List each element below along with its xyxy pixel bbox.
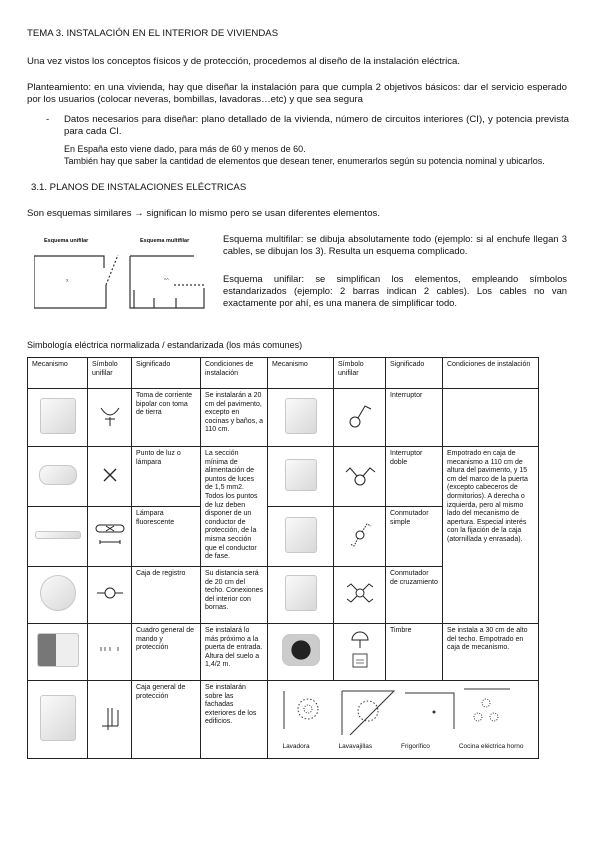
distribution-board-image: [37, 633, 79, 667]
socket-symbol-icon: [98, 404, 122, 428]
general-protection-symbol-icon: [99, 704, 121, 732]
header-cell: Condiciones de instalación: [201, 358, 268, 389]
light-point-symbol-icon: [102, 467, 118, 483]
conditions-cell: Se instala a 30 cm de alto del techo. Empotrado en caja de mecanismo.: [443, 624, 539, 681]
page-title: TEMA 3. INSTALACIÓN EN EL INTERIOR DE VIVIENDAS: [27, 28, 279, 39]
junction-box-image: [40, 575, 76, 611]
meaning-cell: Interruptor: [386, 389, 443, 447]
switch-symbol-icon: [347, 402, 373, 430]
fluorescent-symbol-icon: [94, 522, 126, 548]
appliance-label-cocina: Cocina eléctrica horno: [458, 743, 524, 751]
meaning-cell: Punto de luz o lámpara: [132, 447, 201, 507]
socket-image: [40, 398, 76, 434]
switch-image: [285, 575, 317, 611]
header-cell: Mecanismo: [268, 358, 334, 389]
meaning-cell: Conmutador de cruzamiento: [386, 567, 443, 624]
section-title: 3.1. PLANOS DE INSTALACIONES ELÉCTRICAS: [31, 182, 247, 193]
header-cell: Condiciones de instalación: [443, 358, 539, 389]
section-intro: Son esquemas similares → significan lo mismo pero se usan diferentes elementos.: [27, 208, 381, 219]
intro-paragraph: Una vez vistos los conceptos físicos y de protección, procedemos al diseño de la instalación eléctrica.: [27, 56, 461, 67]
note-spain: En España esto viene dado, para más de 60 y menos de 60.: [64, 144, 306, 154]
meaning-cell: Cuadro general de mando y protección: [132, 624, 201, 681]
conditions-cell: Se instalará lo más próximo a la puerta de entrada. Altura del suelo a 1,4/2 m.: [201, 624, 268, 681]
appliance-label-lavadora: Lavadora: [282, 743, 310, 751]
simple-commutator-symbol-icon: [347, 520, 373, 550]
bulb-image: [39, 465, 77, 485]
multifilar-description: Esquema multifilar: se dibuja absolutamente todo (ejemplo: si al enchufe llegan 3 cables, se dibujan los 3). Resulta un esquema complicado.: [223, 233, 567, 256]
svg-text:x: x: [66, 278, 69, 284]
doorbell-image: [282, 634, 320, 666]
figure-label-unifilar: Esquema unifilar: [44, 238, 89, 244]
meaning-cell: Caja de registro: [132, 567, 201, 624]
meaning-cell: Toma de corriente bipolar con toma de tierra: [132, 389, 201, 447]
conditions-cell: Se instalarán a 20 cm del pavimento, excepto en cocinas y baños, a 110 cm.: [201, 389, 268, 447]
appliance-label-frigorifico: Frigorífico: [401, 743, 430, 751]
distribution-board-symbol-icon: [98, 645, 122, 655]
appliance-labels: [268, 743, 538, 752]
table-row: [28, 624, 539, 681]
note-elements: También hay que saber la cantidad de elementos que desean tener, enumerarlos según su potencia nominal y ubicarlos.: [64, 156, 545, 166]
table-row: [28, 389, 539, 447]
fluorescent-image: [35, 531, 81, 539]
unifilar-description: Esquema unifilar: se simplifican los elementos, empleando símbolos estandarizados (ejemplo: 2 barras indican 2 cables). Los cables no van exactamente por ahí, es una manera de simplificar todo.: [223, 273, 567, 308]
switch-image: [285, 517, 317, 553]
double-switch-symbol-icon: [343, 462, 377, 488]
header-cell: Significado: [386, 358, 443, 389]
appliances-cell: [268, 681, 539, 759]
conditions-cell: La sección mínima de alimentación de puntos de luces de 1,5 mm2. Todos los puntos de luz deben disponer de un conductor de protección, de la misma sección que el conductor de fase.: [201, 447, 268, 567]
general-protection-box-image: [40, 695, 76, 741]
bullet-datos: Datos necesarios para diseñar: plano detallado de la vivienda, número de circuitos interiores (CI), y potencia prevista para cada CI.: [64, 114, 569, 137]
table-header-row: [28, 358, 539, 389]
meaning-cell: Conmutador simple: [386, 507, 443, 567]
wiring-diagrams: [34, 250, 224, 312]
conditions-cell: Se instalarán sobre las fachadas exteriores de los edificios.: [201, 681, 268, 759]
conditions-cell: Su distancia será de 20 cm del techo. Conexiones del interior con bornas.: [201, 567, 268, 624]
conditions-cell: [443, 389, 539, 447]
header-cell: Mecanismo: [28, 358, 88, 389]
symbols-table: [27, 357, 539, 759]
meaning-cell: Timbre: [386, 624, 443, 681]
header-cell: Símbolo unifilar: [88, 358, 132, 389]
meaning-cell: Lámpara fluorescente: [132, 507, 201, 567]
double-switch-image: [285, 459, 317, 491]
conditions-cell: Empotrado en caja de mecanismo a 110 cm de altura del pavimento, y 15 cm del marco de la puerta (excepto cabeceros de dormitorios). A derecha o izquierda, pero al mismo lado del mecanismo de apertura. Especial interés con la fijación de la caja (atornillada y enrasada).: [443, 447, 539, 624]
crossover-commutator-symbol-icon: [343, 579, 377, 607]
bullet-marker: -: [46, 114, 50, 125]
junction-box-symbol-icon: [95, 586, 125, 600]
table-caption: Simbología eléctrica normalizada / estandarizada (los más comunes): [27, 340, 303, 350]
table-row: [28, 681, 539, 759]
appliance-symbols: [268, 685, 537, 743]
appliance-label-lavavajillas: Lavavajillas: [338, 743, 373, 751]
meaning-cell: Interruptor doble: [386, 447, 443, 507]
table-row: [28, 447, 539, 507]
planteamiento-paragraph: Planteamiento: en una vivienda, hay que diseñar la instalación para que cumpla 2 objetivos básicos: dar el servicio esperado por los usuarios (colocar neveras, bombillas, lavadoras…etc) y que sea segura: [27, 82, 567, 105]
meaning-cell: Caja general de protección: [132, 681, 201, 759]
switch-image: [285, 398, 317, 434]
header-cell: Símbolo unifilar: [334, 358, 386, 389]
svg-text:^^: ^^: [164, 278, 169, 284]
doorbell-symbol-icon: [349, 630, 371, 670]
figure-label-multifilar: Esquema multifilar: [140, 238, 190, 244]
header-cell: Significado: [132, 358, 201, 389]
